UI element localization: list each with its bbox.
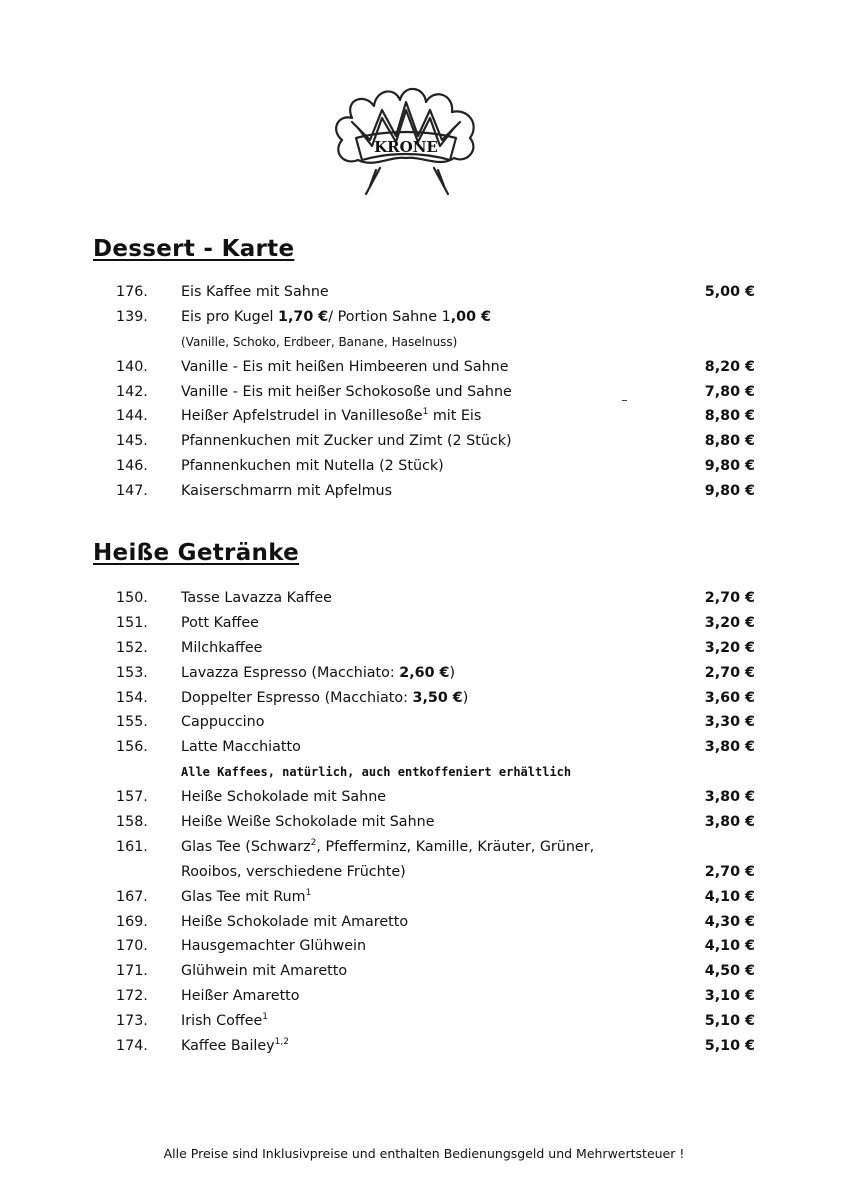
- footnote-marker: 1,2: [274, 1037, 289, 1048]
- item-name-segment: Pfannenkuchen mit Nutella (2 Stück): [181, 458, 444, 475]
- footnote-marker: 1: [305, 887, 312, 898]
- item-name: [181, 454, 444, 478]
- menu-item-row: [0, 710, 848, 735]
- menu-item-row: [0, 810, 848, 835]
- item-name-segment: Milchkaffee: [181, 639, 263, 656]
- item-number: 171.: [116, 963, 148, 980]
- krone-logo: [330, 78, 482, 200]
- footnote-marker: 1: [262, 1012, 269, 1023]
- stray-mark: [622, 400, 627, 401]
- item-name-segment: Heiße Weiße Schokolade mit Sahne: [181, 814, 435, 831]
- menu-item-row: [0, 586, 848, 611]
- item-number: 172.: [116, 988, 148, 1005]
- item-price: 3,10 €: [704, 988, 755, 1005]
- item-name-segment: Tasse Lavazza Kaffee: [181, 590, 332, 606]
- item-price: 8,80 €: [704, 433, 755, 450]
- item-name-segment: Eis Kaffee mit Sahne: [181, 284, 329, 300]
- item-name-segment: Heißer Apfelstrudel in Vanillesoße: [181, 408, 423, 425]
- item-number: 139.: [116, 308, 148, 325]
- item-name: [181, 710, 264, 734]
- footnote-marker: 1: [422, 407, 429, 418]
- item-name: [181, 380, 512, 404]
- item-price: 4,10 €: [704, 888, 755, 905]
- item-name-segment: 3,50 €: [412, 689, 463, 706]
- item-number: 153.: [116, 664, 148, 681]
- menu-item-row: [0, 305, 848, 330]
- item-name: [181, 404, 481, 428]
- menu-item-row: [0, 910, 848, 935]
- item-name-segment: Heißer Amaretto: [181, 988, 300, 1005]
- item-name-segment: ): [449, 664, 456, 681]
- item-number: 142.: [116, 383, 148, 400]
- menu-item-row: [0, 1034, 848, 1059]
- item-name: [181, 586, 332, 610]
- item-number: 156.: [116, 739, 148, 756]
- item-number: 144.: [116, 408, 148, 425]
- item-name: [181, 885, 311, 909]
- item-name: [181, 355, 509, 379]
- item-name-segment: Lavazza Espresso (Macchiato:: [181, 664, 400, 681]
- item-name-segment: Heiße Schokolade mit Amaretto: [181, 913, 409, 930]
- menu-item-row: [0, 760, 848, 785]
- item-name: [181, 910, 408, 934]
- item-price: 3,20 €: [704, 614, 755, 631]
- menu-item-row: [0, 686, 848, 711]
- item-name: [181, 611, 259, 635]
- menu-item-row: [0, 885, 848, 910]
- hot-drinks-list: [0, 586, 848, 1059]
- item-name-segment: Glühwein mit Amaretto: [181, 963, 348, 980]
- item-name-segment: mit Eis: [428, 408, 482, 425]
- item-name-segment: Kaffee Bailey: [181, 1038, 275, 1055]
- item-number: 173.: [116, 1013, 148, 1030]
- footnote-marker: 2: [310, 837, 317, 848]
- item-price: 7,80 €: [704, 383, 755, 400]
- item-number: 158.: [116, 814, 148, 831]
- menu-item-row: [0, 611, 848, 636]
- item-name: [181, 1009, 268, 1033]
- item-name-segment: ): [462, 689, 469, 706]
- item-name-segment: Pfannenkuchen mit Zucker und Zimt (2 Stück): [181, 433, 512, 450]
- item-name: [181, 835, 594, 859]
- footer-note: Alle Preise sind Inklusivpreise und enthalten Bedienungsgeld und Mehrwertsteuer !: [163, 1146, 685, 1161]
- item-number: 154.: [116, 689, 148, 706]
- item-price: 2,70 €: [704, 863, 755, 880]
- menu-item-row: [0, 330, 848, 355]
- item-name: [181, 429, 512, 453]
- item-number: 169.: [116, 913, 148, 930]
- logo-text: KRONE: [374, 138, 438, 156]
- item-name: [181, 1034, 289, 1058]
- item-name: [181, 860, 406, 884]
- item-price: 5,00 €: [704, 284, 755, 300]
- item-name-segment: Hausgemachter Glühwein: [181, 938, 367, 955]
- item-name: [181, 810, 435, 834]
- menu-item-row: [0, 860, 848, 885]
- item-name-segment: , Pfefferminz, Kamille, Kräuter, Grüner,: [316, 838, 595, 855]
- item-price: 4,30 €: [704, 913, 755, 930]
- item-number: 150.: [116, 590, 148, 606]
- item-name-segment: 2,60 €: [399, 664, 450, 681]
- item-number: 151.: [116, 614, 148, 631]
- item-name: [181, 735, 301, 759]
- menu-item-row: [0, 785, 848, 810]
- menu-item-row: [0, 380, 848, 405]
- menu-item-row: [0, 636, 848, 661]
- section-title-dessert: Dessert - Karte: [93, 236, 295, 262]
- item-price: 5,10 €: [704, 1038, 755, 1055]
- item-price: 3,30 €: [704, 714, 755, 731]
- item-name-segment: Glas Tee mit Rum: [181, 888, 306, 905]
- item-price: 3,80 €: [704, 814, 755, 831]
- item-name: [181, 636, 262, 660]
- menu-item-row: [0, 404, 848, 429]
- item-name-segment: Vanille - Eis mit heißer Schokosoße und Sahne: [181, 383, 512, 400]
- item-price: 3,60 €: [704, 689, 755, 706]
- menu-item-row: [0, 454, 848, 479]
- item-number: 161.: [116, 838, 148, 855]
- item-number: 170.: [116, 938, 148, 955]
- item-price: 5,10 €: [704, 1013, 755, 1030]
- menu-item-row: [0, 959, 848, 984]
- item-name-segment: Pott Kaffee: [181, 614, 259, 631]
- item-name: [181, 305, 491, 329]
- dessert-list: [0, 280, 848, 504]
- menu-item-row: [0, 835, 848, 860]
- item-number: 176.: [116, 284, 148, 300]
- item-price: 9,80 €: [704, 483, 755, 500]
- menu-item-row: [0, 355, 848, 380]
- menu-item-row: [0, 429, 848, 454]
- item-name-segment: Irish Coffee: [181, 1013, 263, 1030]
- item-name: [181, 934, 366, 958]
- item-name-segment: (Vanille, Schoko, Erdbeer, Banane, Haselnuss): [181, 334, 458, 349]
- menu-item-row: [0, 479, 848, 504]
- menu-item-row: [0, 934, 848, 959]
- item-name-segment: / Portion Sahne 1: [328, 308, 451, 325]
- item-price: 8,80 €: [704, 408, 755, 425]
- item-name-segment: Alle Kaffees, natürlich, auch entkoffeniert erhältlich: [181, 765, 572, 780]
- item-number: 145.: [116, 433, 148, 450]
- menu-item-row: [0, 735, 848, 760]
- item-name-segment: Cappuccino: [181, 714, 265, 731]
- item-price: 2,70 €: [704, 664, 755, 681]
- item-price: 3,20 €: [704, 639, 755, 656]
- item-number: 174.: [116, 1038, 148, 1055]
- item-number: 152.: [116, 639, 148, 656]
- item-price: 8,20 €: [704, 358, 755, 375]
- item-name: [181, 479, 392, 503]
- item-name: [181, 984, 300, 1008]
- item-price: 4,10 €: [704, 938, 755, 955]
- item-price: 3,80 €: [704, 789, 755, 806]
- item-number: 140.: [116, 358, 148, 375]
- item-name-segment: ,00 €: [450, 308, 491, 325]
- item-number: 147.: [116, 483, 148, 500]
- item-name-segment: Eis pro Kugel: [181, 308, 279, 325]
- item-name: [181, 760, 571, 784]
- item-name: [181, 686, 468, 710]
- item-price: 3,80 €: [704, 739, 755, 756]
- item-name-segment: Latte Macchiatto: [181, 739, 301, 756]
- item-name-segment: Glas Tee (Schwarz: [181, 838, 311, 855]
- menu-item-row: [0, 984, 848, 1009]
- item-name: [181, 280, 329, 304]
- menu-item-row: [0, 280, 848, 305]
- item-name: [181, 661, 455, 685]
- item-name: [181, 330, 457, 354]
- menu-item-row: [0, 1009, 848, 1034]
- item-name: [181, 959, 347, 983]
- item-name-segment: Rooibos, verschiedene Früchte): [181, 863, 406, 880]
- item-price: 2,70 €: [704, 590, 755, 606]
- item-number: 157.: [116, 789, 148, 806]
- item-name-segment: Heiße Schokolade mit Sahne: [181, 789, 387, 806]
- item-name-segment: Vanille - Eis mit heißen Himbeeren und Sahne: [181, 358, 509, 375]
- item-name: [181, 785, 386, 809]
- item-number: 146.: [116, 458, 148, 475]
- section-title-hot-drinks: Heiße Getränke: [93, 540, 300, 566]
- item-number: 155.: [116, 714, 148, 731]
- item-name-segment: Doppelter Espresso (Macchiato:: [181, 689, 413, 706]
- item-name-segment: 1,70 €: [278, 308, 329, 325]
- item-name-segment: Kaiserschmarrn mit Apfelmus: [181, 483, 393, 500]
- menu-item-row: [0, 661, 848, 686]
- item-price: 9,80 €: [704, 458, 755, 475]
- item-price: 4,50 €: [704, 963, 755, 980]
- item-number: 167.: [116, 888, 148, 905]
